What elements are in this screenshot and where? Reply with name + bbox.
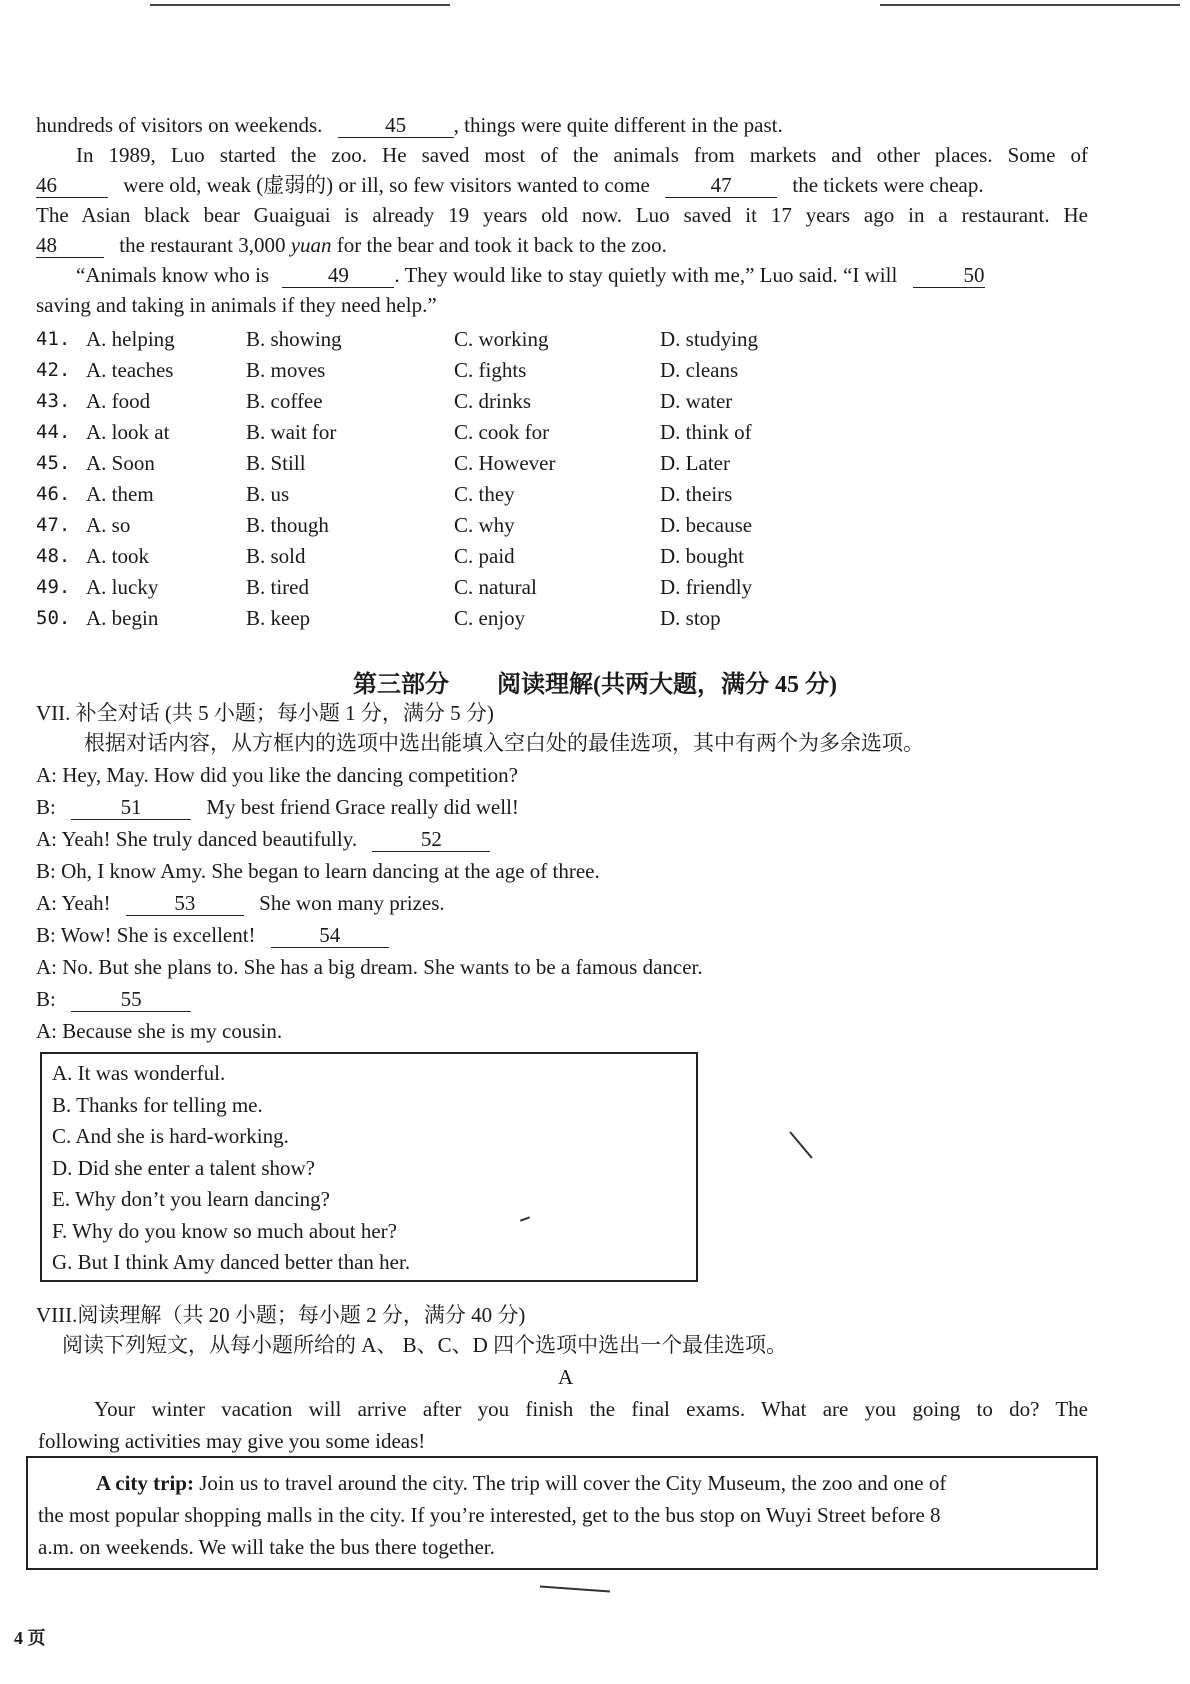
option-number: 48. [36,545,71,567]
option-choice-a: A. Soon [86,451,155,475]
dialogue-line-3 [36,824,490,854]
speaker-label: B: [36,987,56,1011]
blank-54: 54 [271,923,389,948]
city-trip-label: A city trip: [96,1471,194,1495]
option-choice-d: D. stop [660,606,721,630]
city-trip-box [26,1456,1098,1570]
option-choice-b: B. keep [246,606,311,630]
dialogue-text: She won many prizes. [259,891,445,915]
passage-text: , things were quite different in the past. [453,113,783,137]
blank-51: 51 [71,795,191,820]
option-choice-c: C. drinks [454,389,532,413]
option-choice-a: A. them [86,482,154,506]
dialogue-text: B: Wow! She is excellent! [36,923,256,947]
section8-instruction: 阅读下列短文，从每小题所给的 A、 B、C、D 四个选项中选出一个最佳选项。 [62,1333,788,1357]
option-row [36,572,836,602]
option-choice-a: A. helping [86,327,175,351]
blank-48: 48 [36,233,104,258]
answer-choice: B. Thanks for telling me. [52,1092,263,1117]
reading-intro-line-2: following activities may give you some ideas! [38,1429,426,1453]
option-row [36,479,836,509]
speaker-label: B: [36,795,56,819]
passage-text: hundreds of visitors on weekends. [36,113,323,137]
part3-heading: 第三部分 阅读理解(共两大题，满分 45 分) [353,672,837,698]
passage-line-6 [76,260,985,290]
passage-text: the tickets were cheap. [792,173,984,197]
option-choice-b: B. us [246,482,290,506]
city-trip-line-2: the most popular shopping malls in the city. If you’re interested, get to the bus stop on Wuyi Street before 8 [38,1503,941,1527]
pen-mark [789,1131,812,1158]
answer-choice: F. Why do you know so much about her? [52,1218,397,1243]
option-row [36,386,836,416]
option-choice-c: C. paid [454,544,515,568]
answer-choice: C. And she is hard-working. [52,1124,289,1148]
passage-line-4: The Asian black bear Guaiguai is already 19 years old now. Luo saved it 17 years ago in a restaurant. He [36,203,1088,227]
dialogue-line-5 [36,888,445,918]
answer-choice: G. But I think Amy danced better than her. [52,1250,411,1274]
option-row [36,355,836,385]
dialogue-line-4: B: Oh, I know Amy. She began to learn dancing at the age of three. [36,859,600,883]
dialogue-text: A: Yeah! She truly danced beautifully. [36,827,358,851]
option-choice-d: D. water [660,389,733,413]
passage-line-7: saving and taking in animals if they need help.” [36,293,437,317]
top-rule-left [150,4,450,6]
option-choice-c: C. cook for [454,420,550,444]
passage-line-2: In 1989, Luo started the zoo. He saved most of the animals from markets and other places. Some of [76,143,1088,167]
section8-title: VIII.阅读理解（共 20 小题；每小题 2 分，满分 40 分) [36,1303,526,1327]
answer-choice: D. Did she enter a talent show? [52,1155,316,1180]
city-trip-line-3: a.m. on weekends. We will take the bus there together. [38,1535,495,1559]
blank-55: 55 [71,987,191,1012]
option-number: 46. [36,483,71,505]
option-choice-d: D. theirs [660,482,733,506]
city-trip-text: Join us to travel around the city. The trip will cover the City Museum, the zoo and one of [199,1471,947,1495]
option-choice-c: C. fights [454,358,527,382]
passage-text: the restaurant 3,000 [119,233,286,257]
option-choice-b: B. showing [246,327,342,351]
passage-text: for the bear and took it back to the zoo. [336,233,667,257]
reading-intro-line-1: Your winter vacation will arrive after you finish the final exams. What are you going to do? The [94,1397,1088,1421]
dialogue-text: My best friend Grace really did well! [206,795,519,819]
option-choice-a: A. took [86,544,149,568]
option-row [36,324,836,354]
passage-letter: A [558,1365,574,1389]
section7-title: VII. 补全对话 (共 5 小题；每小题 1 分，满分 5 分) [36,701,494,725]
dialogue-line-6 [36,920,389,950]
option-number: 41. [36,328,71,350]
option-choice-d: D. Later [660,451,730,475]
option-choice-b: B. Still [246,451,306,475]
option-choice-c: C. why [454,513,515,537]
option-choice-a: A. lucky [86,575,159,599]
option-choice-c: C. working [454,327,549,351]
passage-text: . They would like to stay quietly with me,” Luo said. “I will [394,263,898,287]
option-choice-a: A. begin [86,606,159,630]
dialogue-line-7: A: No. But she plans to. She has a big dream. She wants to be a famous dancer. [36,955,703,979]
option-number: 44. [36,421,71,443]
blank-47: 47 [665,173,777,198]
passage-line-3 [36,170,984,200]
option-number: 43. [36,390,71,412]
passage-text: “Animals know who is [76,263,270,287]
blank-46: 46 [36,173,108,198]
blank-50: 50 [913,263,985,288]
option-choice-d: D. studying [660,327,759,351]
pen-mark [540,1586,610,1592]
passage-text: were old, weak (虚弱的) or ill, so few visitors wanted to come [123,173,650,197]
dialogue-line-8 [36,984,191,1014]
blank-45: 45 [338,113,454,138]
option-choice-d: D. friendly [660,575,753,599]
blank-53: 53 [126,891,244,916]
option-choice-b: B. though [246,513,329,537]
answer-choice: A. It was wonderful. [52,1061,226,1085]
option-choice-a: A. food [86,389,151,413]
option-choice-d: D. bought [660,544,744,568]
option-number: 50. [36,607,71,629]
option-number: 47. [36,514,71,536]
option-choice-a: A. so [86,513,131,537]
dialogue-line-2 [36,792,519,822]
option-choice-c: C. they [454,482,515,506]
option-choice-a: A. look at [86,420,170,444]
option-row [36,448,836,478]
option-choice-d: D. because [660,513,753,537]
blank-49: 49 [282,263,394,288]
option-choice-a: A. teaches [86,358,174,382]
answer-choice: E. Why don’t you learn dancing? [52,1187,330,1211]
option-choice-d: D. think of [660,420,752,444]
dialogue-line-9: A: Because she is my cousin. [36,1019,283,1043]
option-number: 42. [36,359,71,381]
option-choice-c: C. However [454,451,556,475]
option-choice-c: C. enjoy [454,606,526,630]
option-choice-c: C. natural [454,575,537,599]
option-choice-d: D. cleans [660,358,739,382]
passage-text-italic: yuan [290,233,332,257]
option-row [36,510,836,540]
passage-line-5 [36,230,667,260]
option-number: 49. [36,576,71,598]
option-row [36,541,836,571]
option-choice-b: B. tired [246,575,309,599]
city-trip-line-1 [96,1468,946,1498]
option-row [36,603,836,633]
option-number: 45. [36,452,71,474]
blank-52: 52 [372,827,490,852]
option-row [36,417,836,447]
option-choice-b: B. wait for [246,420,337,444]
option-choice-b: B. moves [246,358,326,382]
page-number: 4 页 [14,1628,46,1648]
section7-instruction: 根据对话内容，从方框内的选项中选出能填入空白处的最佳选项，其中有两个为多余选项。 [84,731,924,755]
top-rule-right [880,4,1180,6]
dialogue-line-1: A: Hey, May. How did you like the dancing competition? [36,763,518,787]
option-choice-b: B. coffee [246,389,323,413]
option-choice-b: B. sold [246,544,306,568]
dialogue-text: A: Yeah! [36,891,111,915]
passage-line-1 [36,110,783,140]
answer-choices-box [40,1052,698,1282]
